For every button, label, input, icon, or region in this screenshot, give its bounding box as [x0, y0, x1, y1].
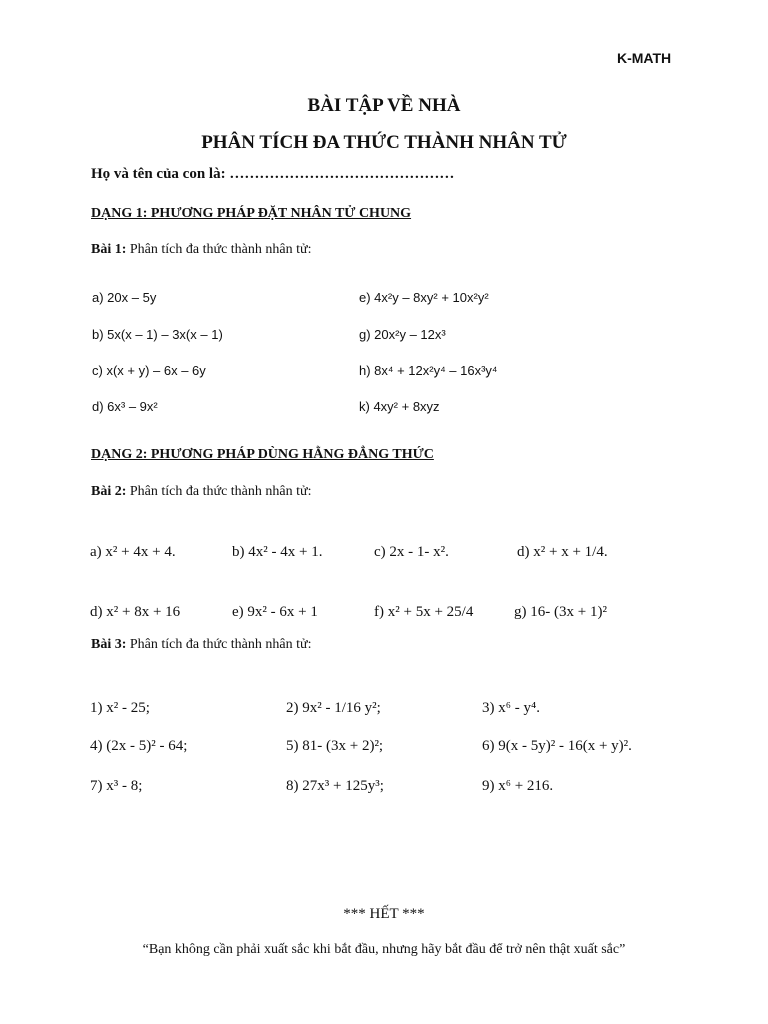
- exercise-1-prompt: [91, 242, 311, 258]
- exercise-3-text: Phân tích đa thức thành nhân tử:: [126, 637, 312, 652]
- motivational-quote: “Bạn không cần phải xuất sắc khi bắt đầu, nhưng hãy bắt đầu để trở nên thật xuất sắc”: [142, 942, 626, 957]
- student-name-line: Họ và tên của con là: ………………………………………: [91, 166, 455, 182]
- exercise-3-prompt: [91, 637, 311, 653]
- section-heading-dang2: DẠNG 2: PHƯƠNG PHÁP DÙNG HẰNG ĐẲNG THỨC: [91, 447, 434, 462]
- section-heading-dang1: DẠNG 1: PHƯƠNG PHÁP ĐẶT NHÂN TỬ CHUNG: [91, 206, 412, 221]
- bai2-item-g: g) 16- (3x + 1)²: [514, 604, 607, 620]
- bai3-item-2: 2) 9x² - 1/16 y²;: [286, 700, 381, 716]
- exercise-2-prompt: [91, 484, 311, 500]
- bai2-item-f: f) x² + 5x + 25/4: [374, 604, 474, 620]
- bai3-item-8: 8) 27x³ + 125y³;: [286, 778, 384, 794]
- bai1-item-g: g) 20x²y – 12x³: [359, 327, 446, 342]
- bai1-item-h: h) 8x⁴ + 12x²y⁴ – 16x³y⁴: [359, 363, 498, 378]
- bai2-item-d2: d) x² + 8x + 16: [90, 604, 181, 620]
- bai3-item-3: 3) x⁶ - y⁴.: [482, 700, 540, 716]
- bai3-item-6: 6) 9(x - 5y)² - 16(x + y)².: [482, 738, 632, 754]
- bai1-item-a: a) 20x – 5y: [92, 290, 157, 305]
- brand-label: K-MATH: [617, 50, 672, 66]
- bai3-item-1: 1) x² - 25;: [90, 700, 150, 716]
- bai3-item-5: 5) 81- (3x + 2)²;: [286, 738, 384, 754]
- bai3-item-7: 7) x³ - 8;: [90, 778, 143, 794]
- bai3-item-4: 4) (2x - 5)² - 64;: [90, 738, 188, 754]
- exercise-3-label: Bài 3:: [91, 637, 127, 652]
- exercise-1-text: Phân tích đa thức thành nhân tử:: [126, 242, 312, 257]
- bai1-item-c: c) x(x + y) – 6x – 6y: [92, 363, 206, 378]
- bai3-item-9: 9) x⁶ + 216.: [482, 778, 554, 794]
- exercise-2-text: Phân tích đa thức thành nhân tử:: [126, 484, 312, 499]
- bai1-item-b: b) 5x(x – 1) – 3x(x – 1): [92, 327, 223, 342]
- page-title: BÀI TẬP VỀ NHÀ: [307, 95, 461, 116]
- bai2-item-b: b) 4x² - 4x + 1.: [232, 544, 323, 560]
- bai2-item-a: a) x² + 4x + 4.: [90, 544, 176, 560]
- bai2-item-d: d) x² + x + 1/4.: [517, 544, 608, 560]
- page-subtitle: PHÂN TÍCH ĐA THỨC THÀNH NHÂN TỬ: [201, 132, 567, 153]
- bai2-item-c: c) 2x - 1- x².: [374, 544, 449, 560]
- bai1-item-e: e) 4x²y – 8xy² + 10x²y²: [359, 290, 489, 305]
- bai1-item-d: d) 6x³ – 9x²: [92, 399, 158, 414]
- bai2-item-e: e) 9x² - 6x + 1: [232, 604, 318, 620]
- bai1-item-k: k) 4xy² + 8xyz: [359, 399, 440, 414]
- end-mark: *** HẾT ***: [343, 906, 425, 922]
- exercise-1-label: Bài 1:: [91, 242, 127, 257]
- exercise-2-label: Bài 2:: [91, 484, 127, 499]
